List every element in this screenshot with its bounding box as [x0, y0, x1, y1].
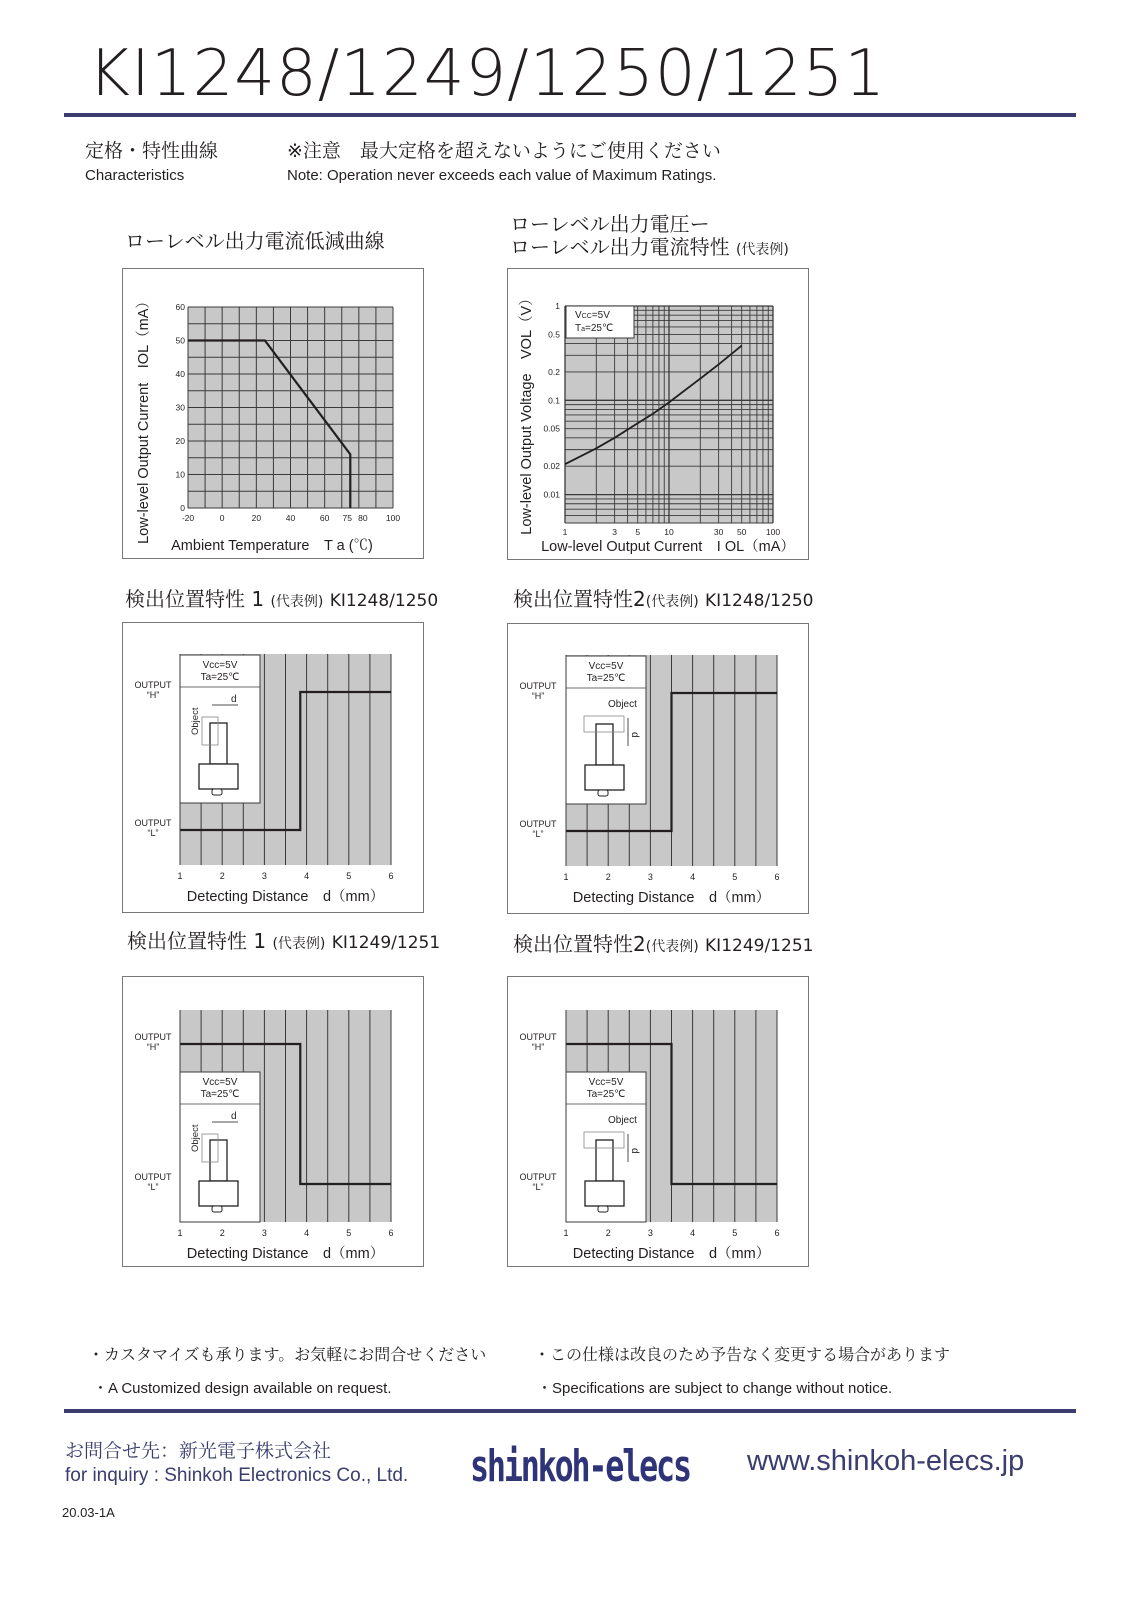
svg-text:4: 4 — [304, 1228, 310, 1238]
svg-text:“L”: “L” — [532, 1182, 544, 1192]
detect1a-chart-frame — [122, 622, 424, 913]
svg-text:“H”: “H” — [146, 690, 160, 700]
svg-text:6: 6 — [388, 1228, 394, 1238]
svg-text:1: 1 — [563, 1228, 569, 1238]
svg-text:1: 1 — [555, 301, 560, 311]
svg-text:2: 2 — [219, 871, 225, 881]
svg-text:50: 50 — [175, 335, 185, 346]
svg-text:50: 50 — [736, 527, 747, 537]
derating-chart-frame — [122, 268, 424, 559]
svg-text:0: 0 — [180, 503, 185, 513]
svg-text:d: d — [629, 1148, 640, 1154]
svg-text:1: 1 — [177, 1228, 183, 1238]
svg-text:5: 5 — [635, 527, 641, 537]
inquiry-en: for inquiry : Shinkoh Electronics Co., Ltd. — [65, 1465, 409, 1486]
svg-text:10: 10 — [664, 527, 674, 537]
svg-text:d: d — [231, 1111, 237, 1122]
vol-iol-title-line1: ローレベル出力電圧ー — [510, 212, 710, 236]
document-title: KI1248/1249/1250/1251 — [88, 37, 887, 111]
detect2b-title-main: 検出位置特性2 — [513, 932, 646, 956]
svg-text:d: d — [629, 732, 640, 738]
svg-text:4: 4 — [304, 871, 310, 881]
svg-text:Detecting Distance d（mm）: Detecting Distance d（mm） — [572, 1246, 771, 1262]
inquiry-jp: お問合せ先：新光電子株式会社 — [65, 1440, 332, 1462]
svg-text:1: 1 — [177, 871, 183, 881]
svg-text:Detecting Distance d（mm）: Detecting Distance d（mm） — [572, 890, 771, 906]
svg-text:Ta=25℃: Ta=25℃ — [200, 672, 240, 683]
svg-text:60: 60 — [175, 302, 185, 312]
svg-text:“L”: “L” — [147, 1182, 159, 1192]
vol-iol-title-note: (代表例) — [735, 242, 789, 258]
svg-text:20: 20 — [175, 436, 185, 446]
svg-text:30: 30 — [713, 527, 724, 537]
detect2a-title-models: KI1248/1250 — [705, 591, 814, 611]
note-custom-jp: ・カスタマイズも承ります。お気軽にお問合せください — [88, 1345, 487, 1364]
vol-iol-ylabel: Low-level Output Voltage VOL（V） — [519, 291, 535, 535]
svg-text:5: 5 — [346, 871, 352, 881]
vol-vcc-label: VCC=5V — [575, 310, 610, 321]
svg-text:OUTPUT: OUTPUT — [519, 1032, 557, 1042]
derating-title: ローレベル出力電流低減曲線 — [125, 229, 385, 253]
vol-iol-chart — [508, 269, 810, 561]
svg-text:“H”: “H” — [146, 1042, 160, 1052]
svg-text:OUTPUT: OUTPUT — [134, 818, 172, 828]
svg-text:“L”: “L” — [532, 829, 544, 839]
svg-text:OUTPUT: OUTPUT — [519, 681, 557, 691]
detect1b-chart-frame — [122, 976, 424, 1267]
note-custom-en: ・A Customized design available on request. — [93, 1380, 392, 1397]
detect1_a-chart — [123, 623, 425, 914]
svg-text:d: d — [231, 694, 237, 705]
detect1_b-chart — [123, 977, 425, 1268]
note-spec-jp: ・この仕様は改良のため予告なく変更する場合があります — [534, 1345, 951, 1364]
svg-text:80: 80 — [358, 513, 368, 523]
svg-text:5: 5 — [346, 1228, 352, 1238]
detect2b-title-note: (代表例) — [645, 939, 699, 955]
derating-ylabel: Low-level Output Current IOL（mA） — [136, 294, 152, 544]
svg-text:“H”: “H” — [531, 691, 545, 701]
svg-text:2: 2 — [605, 1228, 611, 1238]
svg-text:Object: Object — [608, 1115, 637, 1126]
detect2b-title — [513, 933, 813, 957]
vol-iol-xlabel: Low-level Output Current I OL（mA） — [541, 539, 795, 555]
svg-text:OUTPUT: OUTPUT — [134, 1032, 172, 1042]
detect2a-chart-frame — [507, 623, 809, 914]
detect1b-title-models: KI1249/1251 — [331, 933, 441, 953]
vol-iol-title — [510, 213, 789, 259]
svg-text:40: 40 — [285, 513, 296, 523]
svg-text:0: 0 — [219, 513, 225, 523]
vol-iol-title-line2: ローレベル出力電流特性 — [510, 235, 730, 259]
company-url[interactable]: www.shinkoh-elecs.jp — [747, 1445, 1025, 1477]
svg-text:1: 1 — [562, 527, 568, 537]
detect1b-title-main: 検出位置特性 1 — [127, 929, 267, 953]
svg-text:OUTPUT: OUTPUT — [134, 1172, 172, 1182]
svg-text:OUTPUT: OUTPUT — [519, 819, 557, 829]
detect2a-title — [513, 588, 813, 612]
derating-xlabel: Ambient Temperature T a (℃) — [171, 538, 373, 554]
footer-divider — [64, 1409, 1076, 1413]
svg-text:“L”: “L” — [147, 828, 159, 838]
svg-text:Vcc=5V: Vcc=5V — [202, 660, 238, 671]
svg-text:Vcc=5V: Vcc=5V — [588, 1077, 624, 1088]
svg-text:6: 6 — [774, 1228, 780, 1238]
svg-text:100: 100 — [765, 527, 781, 537]
caution-jp: ※注意 最大定格を超えないようにご使用ください — [287, 140, 721, 162]
svg-text:-20: -20 — [181, 513, 195, 523]
svg-text:Object: Object — [608, 699, 637, 710]
detect1a-title-main: 検出位置特性 1 — [125, 587, 265, 611]
detect1a-title-models: KI1248/1250 — [329, 591, 439, 611]
svg-text:6: 6 — [388, 871, 394, 881]
detect2_a-chart — [508, 624, 810, 915]
svg-text:2: 2 — [219, 1228, 225, 1238]
company-logo: shinkoh-elecs — [470, 1441, 690, 1492]
svg-text:3: 3 — [612, 527, 617, 537]
svg-text:Ta=25℃: Ta=25℃ — [200, 1089, 240, 1100]
svg-text:3: 3 — [261, 1228, 267, 1238]
svg-text:Ta=25℃: Ta=25℃ — [586, 673, 626, 684]
document-code: 20.03-1A — [62, 1505, 115, 1520]
header-divider — [64, 113, 1076, 117]
svg-text:3: 3 — [647, 872, 653, 882]
svg-text:0.05: 0.05 — [543, 423, 560, 434]
svg-text:2: 2 — [605, 872, 611, 882]
section-title-jp: 定格・特性曲線 — [85, 140, 219, 162]
svg-text:Object: Object — [190, 1124, 201, 1152]
caution-en: Note: Operation never exceeds each value of Maximum Ratings. — [287, 167, 717, 184]
svg-text:Detecting Distance d（mm）: Detecting Distance d（mm） — [186, 1246, 385, 1262]
vol-iol-chart-frame — [507, 268, 809, 560]
svg-text:Vcc=5V: Vcc=5V — [202, 1077, 238, 1088]
svg-text:Ta=25℃: Ta=25℃ — [586, 1089, 626, 1100]
svg-text:100: 100 — [385, 513, 401, 523]
svg-text:5: 5 — [732, 1228, 738, 1238]
svg-text:0.2: 0.2 — [548, 366, 560, 377]
svg-text:Vcc=5V: Vcc=5V — [588, 661, 624, 672]
svg-text:1: 1 — [563, 872, 569, 882]
svg-text:60: 60 — [319, 513, 330, 523]
detect1b-title-note: (代表例) — [272, 936, 326, 952]
note-spec-en: ・Specifications are subject to change without notice. — [537, 1380, 893, 1397]
svg-text:Detecting Distance d（mm）: Detecting Distance d（mm） — [186, 889, 385, 905]
detect2b-title-models: KI1249/1251 — [705, 936, 814, 956]
section-title-en: Characteristics — [85, 167, 185, 184]
vol-ta-label: Ta=25℃ — [575, 323, 614, 334]
svg-text:5: 5 — [732, 872, 738, 882]
svg-text:OUTPUT: OUTPUT — [519, 1172, 557, 1182]
svg-text:0.02: 0.02 — [543, 461, 560, 472]
svg-text:40: 40 — [175, 369, 185, 379]
detect1a-title-note: (代表例) — [270, 594, 324, 610]
detect2a-title-main: 検出位置特性2 — [513, 587, 646, 611]
detect2_b-chart — [508, 977, 810, 1268]
svg-text:4: 4 — [690, 872, 696, 882]
svg-text:3: 3 — [647, 1228, 653, 1238]
detect1b-title — [127, 930, 440, 954]
svg-text:4: 4 — [690, 1228, 696, 1238]
svg-text:0.01: 0.01 — [543, 489, 560, 500]
svg-text:20: 20 — [251, 513, 262, 523]
detect2a-title-note: (代表例) — [645, 594, 699, 610]
detect1a-title — [125, 588, 438, 612]
svg-text:OUTPUT: OUTPUT — [134, 680, 172, 690]
svg-text:0.5: 0.5 — [548, 329, 560, 340]
svg-text:3: 3 — [261, 871, 267, 881]
svg-text:6: 6 — [774, 872, 780, 882]
svg-text:30: 30 — [175, 402, 185, 413]
svg-text:10: 10 — [175, 469, 185, 480]
svg-text:0.1: 0.1 — [548, 395, 560, 406]
svg-text:75: 75 — [342, 513, 353, 523]
detect2b-chart-frame — [507, 976, 809, 1267]
derating-chart — [123, 269, 425, 560]
svg-text:“H”: “H” — [531, 1042, 545, 1052]
svg-text:Object: Object — [190, 707, 201, 735]
